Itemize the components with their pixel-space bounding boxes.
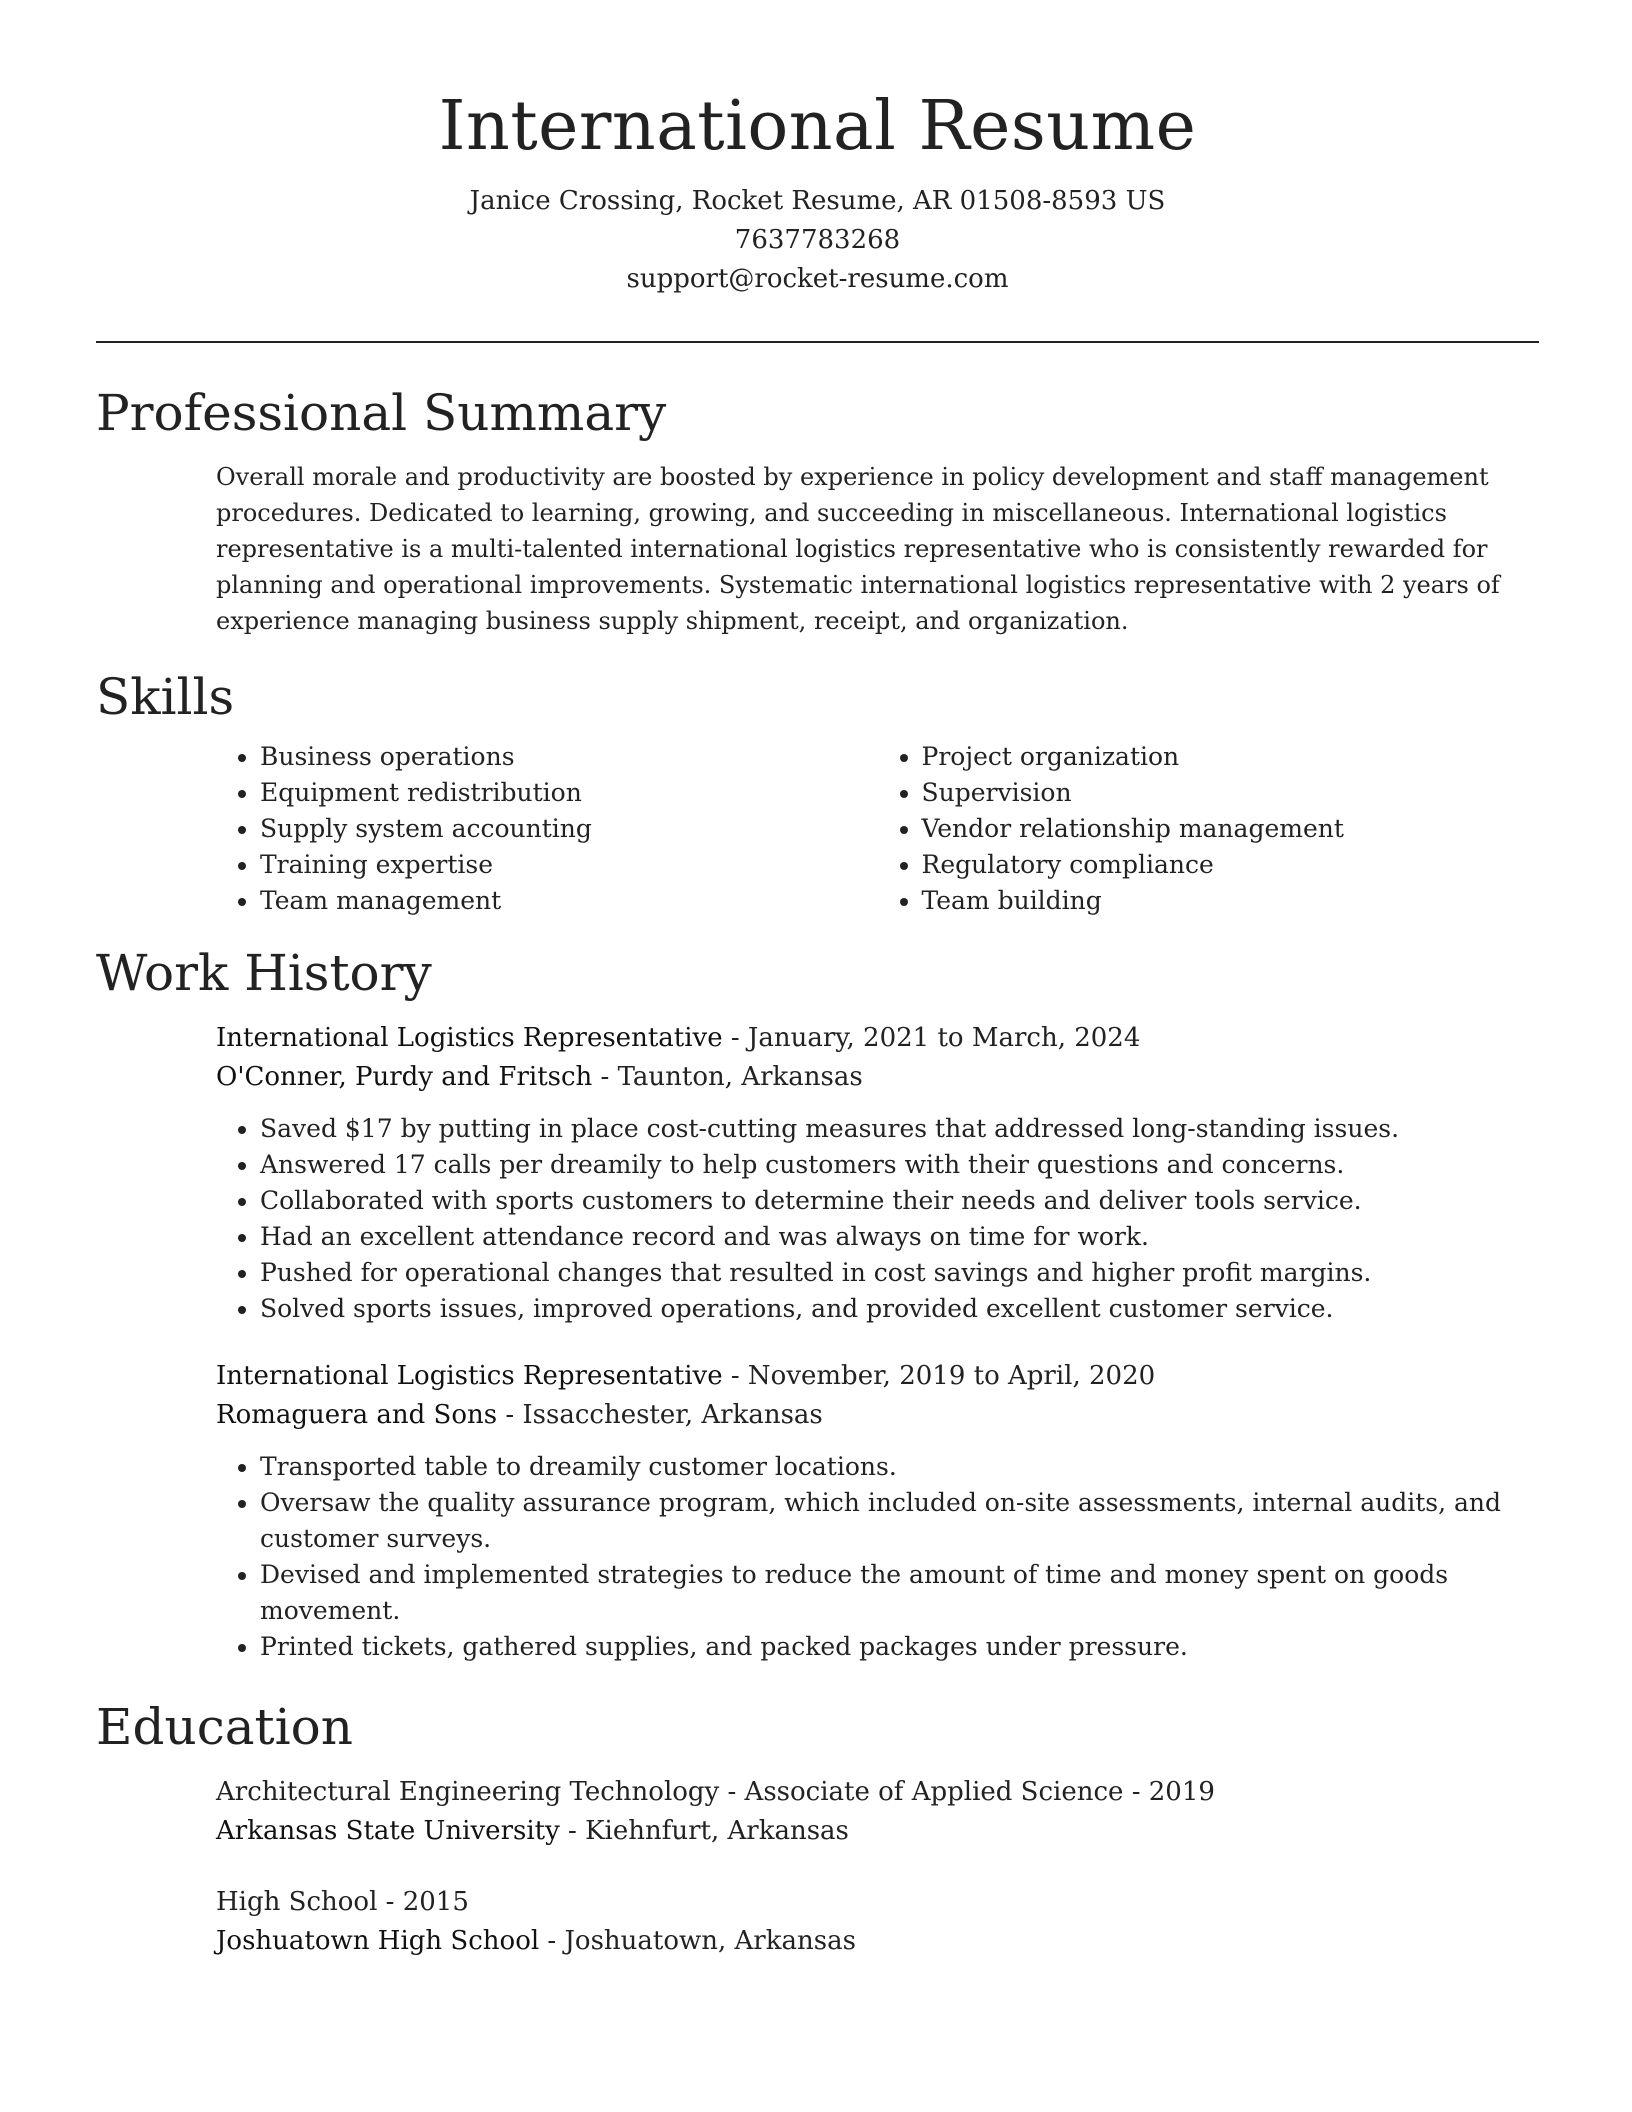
resume-header	[96, 0, 1539, 299]
education-entry	[216, 1773, 1539, 1851]
school-name: Joshuatown High School	[216, 1926, 540, 1956]
skill-item: • Project organization	[922, 739, 1540, 775]
skill-item: • Business operations	[260, 739, 878, 775]
summary-heading: Professional Summary	[96, 384, 667, 442]
job-company: O'Conner, Purdy and Fritsch	[216, 1062, 593, 1092]
job-dates: - November, 2019 to April, 2020	[722, 1361, 1156, 1391]
school-line	[216, 1922, 1539, 1961]
skill-item: • Regulatory compliance	[922, 847, 1540, 883]
summary-text: Overall morale and productivity are boosted by experience in policy development and staff management procedures. Dedicated to learning, growing, and succeeding in miscellaneous. International logistics representative is a multi-talented international logistics representative who is consistently rewarded for planning and operational improvements. Systematic international logistics representative with 2 years of experience managing business supply shipment, receipt, and organization.	[216, 463, 1500, 635]
contact-info	[96, 182, 1539, 299]
job-bullet: • Saved $17 by putting in place cost-cutting measures that addressed long-standing issues.	[260, 1111, 1539, 1147]
job-company-line	[216, 1396, 1539, 1435]
job-location: - Issacchester, Arkansas	[497, 1400, 823, 1430]
skill-item: • Vendor relationship management	[922, 811, 1540, 847]
skills-list-left	[216, 739, 878, 919]
job-title: International Logistics Representative	[216, 1023, 723, 1053]
skill-item: • Team building	[922, 883, 1540, 919]
job-location: - Taunton, Arkansas	[592, 1062, 863, 1092]
job-entry	[216, 1019, 1539, 1327]
school-location: - Joshuatown, Arkansas	[539, 1926, 856, 1956]
skill-item: • Team management	[260, 883, 878, 919]
education-heading: Education	[96, 1698, 353, 1756]
skill-item: • Training expertise	[260, 847, 878, 883]
job-title: International Logistics Representative	[216, 1361, 723, 1391]
job-company-line	[216, 1058, 1539, 1097]
school-line	[216, 1812, 1539, 1851]
skills-heading: Skills	[96, 668, 235, 726]
education-entry	[216, 1883, 1539, 1961]
work-section	[96, 941, 1539, 1665]
job-list	[96, 1019, 1539, 1665]
job-bullet-list	[216, 1449, 1539, 1665]
job-bullet: • Solved sports issues, improved operations, and provided excellent customer service.	[260, 1291, 1539, 1327]
email-address: support@rocket-resume.com	[626, 264, 1009, 294]
skills-columns	[96, 739, 1539, 919]
resume-title: International Resume	[438, 87, 1197, 166]
job-dates: - January, 2021 to March, 2024	[722, 1023, 1141, 1053]
school-name: Arkansas State University	[216, 1816, 560, 1846]
job-title-line	[216, 1357, 1539, 1396]
job-bullet: • Answered 17 calls per dreamily to help customers with their questions and concerns.	[260, 1147, 1539, 1183]
education-list	[96, 1773, 1539, 1961]
work-heading: Work History	[96, 944, 432, 1002]
job-bullet: • Transported table to dreamily customer locations.	[260, 1449, 1539, 1485]
summary-section	[96, 381, 1539, 639]
job-bullet: • Had an excellent attendance record and was always on time for work.	[260, 1219, 1539, 1255]
skill-item: • Supervision	[922, 775, 1540, 811]
phone-number: 7637783268	[734, 225, 901, 255]
resume-page	[96, 0, 1539, 1993]
school-location: - Kiehnfurt, Arkansas	[559, 1816, 849, 1846]
degree-line: Architectural Engineering Technology - Associate of Applied Science - 2019	[216, 1777, 1215, 1807]
job-bullet: • Collaborated with sports customers to determine their needs and deliver tools service.	[260, 1183, 1539, 1219]
job-bullet: • Pushed for operational changes that resulted in cost savings and higher profit margins.	[260, 1255, 1539, 1291]
job-title-line	[216, 1019, 1539, 1058]
skill-item: • Supply system accounting	[260, 811, 878, 847]
header-divider	[96, 341, 1539, 343]
degree-line: High School - 2015	[216, 1887, 469, 1917]
job-bullet-list	[216, 1111, 1539, 1327]
job-bullet: • Devised and implemented strategies to reduce the amount of time and money spent on goods movement.	[260, 1557, 1539, 1629]
job-company: Romaguera and Sons	[216, 1400, 498, 1430]
skills-section	[96, 665, 1539, 919]
job-bullet: • Oversaw the quality assurance program, which included on-site assessments, internal audits, and customer surveys.	[260, 1485, 1539, 1557]
education-section	[96, 1695, 1539, 1961]
address: Janice Crossing, Rocket Resume, AR 01508-8593 US	[469, 186, 1166, 216]
skills-list-right	[878, 739, 1540, 919]
skill-item: • Equipment redistribution	[260, 775, 878, 811]
job-entry	[216, 1357, 1539, 1665]
job-bullet: • Printed tickets, gathered supplies, and packed packages under pressure.	[260, 1629, 1539, 1665]
